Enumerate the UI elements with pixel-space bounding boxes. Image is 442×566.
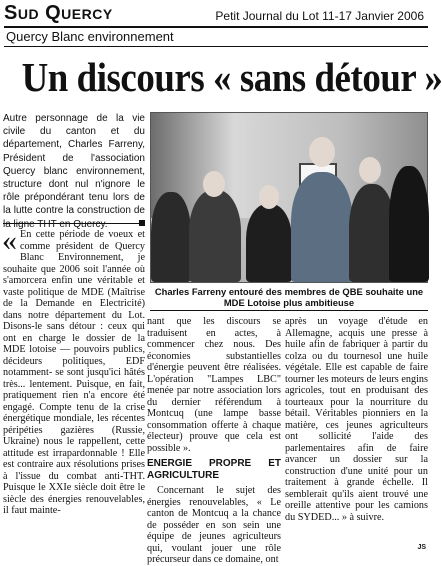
- photo-face: [259, 185, 279, 209]
- page-number: JS: [417, 544, 426, 551]
- section-name: Sud Quercy: [4, 2, 113, 24]
- paragraph: nant que les discours se traduisent en actes, à commencer chez nous. Des économies substantielles d'énergie peuvent être réalisées. L'opération "Lampes LBC" menée par notre association lors du dernier référendum à Montcuq (une lampe basse consommation offerte à chaque électeur) prouve que cela est possible ».: [147, 316, 281, 454]
- paragraph: Concernant le sujet des énergies renouvelables, « Le canton de Montcuq a la chance de posséder en son sein une équipe de jeunes agriculteurs qui, voulant jouer une rôle précurseur dans ce domaine, ont: [147, 485, 281, 565]
- article-column-1: [2, 224, 145, 517]
- article-photo: [150, 112, 428, 283]
- paragraph: après un voyage d'étude en Allemagne, acquis une presse à huile afin de fabriquer à partir du colza ou du tournesol une huile végétale. Elle est capable de faire tourner les moteurs de leurs engins agricoles, tout en produisant des tourteaux pour la nourriture du bétail. Véritables pionniers en la matière, ces jeunes agriculteurs ont sollicité l'aide des parlementaires afin de faire avancer un dossier sur la construction d'une unité pour un traitement à grande échelle. Il semblerait qu'ils aient trouvé une oreille attentive pour les camions du SYDED... » à suivre.: [285, 316, 428, 523]
- photo-caption: Charles Farreny entouré des membres de QBE souhaite une MDE Lotoise plus ambitieuse: [154, 286, 424, 308]
- rubric: Quercy Blanc environnement: [6, 29, 174, 44]
- publication-line: Petit Journal du Lot 11-17 Janvier 2006: [215, 9, 424, 23]
- photo-person: [291, 172, 353, 282]
- caption-rule: [150, 310, 428, 311]
- divider-square: [139, 220, 145, 226]
- article-column-3: [285, 316, 428, 523]
- chapeau: Autre personnage de la vie civile du canton et du département, Charles Farreny, Président de l'association Quercy blanc environnement, structure dont nul n'ignore le rôle prépondérant tenu lors de la lutte contre la construction de la ligne THT en Quercy.: [3, 113, 145, 230]
- subheading: ENERGIE PROPRE ET AGRICULTURE: [147, 458, 281, 481]
- photo-face: [359, 157, 381, 183]
- photo-person: [151, 192, 191, 282]
- chapeau-divider: [3, 218, 145, 224]
- masthead-rule: [4, 26, 428, 28]
- photo-person: [389, 166, 429, 282]
- rubric-rule: [4, 46, 428, 47]
- photo-person: [246, 204, 292, 282]
- headline: Un discours « sans détour »: [21, 54, 442, 100]
- photo-face: [309, 137, 335, 167]
- photo-person: [189, 190, 241, 282]
- open-quote-icon: «: [2, 224, 17, 257]
- article-column-2: [147, 316, 281, 566]
- masthead: [4, 2, 428, 26]
- paragraph: En cette période de voeux et comme président de Quercy Blanc Environnement, je souhaite que 2006 soit l'année où s'amorcera enfin une véritable et vaste politique de MDE (Maîtrise de la Demande en Electricité) dans notre département du Lot. Disons-le sans détour : ceux qui ont en charge le dossier de la MDE lotoise — pouvoirs publics, décideurs politiques, EDF notamment- se sont jusqu'ici hâtés très... lentement. Puisque, en fait, pratiquement rien n'a encore été engagé. Compte tenu de la crise énergétique mondiale, les récentes péripéties gazières (Russie, Ukraine) nous le rappellent, cette attitude est irrapardonnable ! Elle est contraire aux résolutions prises à l'issue du combat anti-THT. Puisque le XXIe siècle doit être le siècle des énergies renouvelables, il faut mainte-: [3, 229, 145, 516]
- photo-face: [203, 171, 225, 197]
